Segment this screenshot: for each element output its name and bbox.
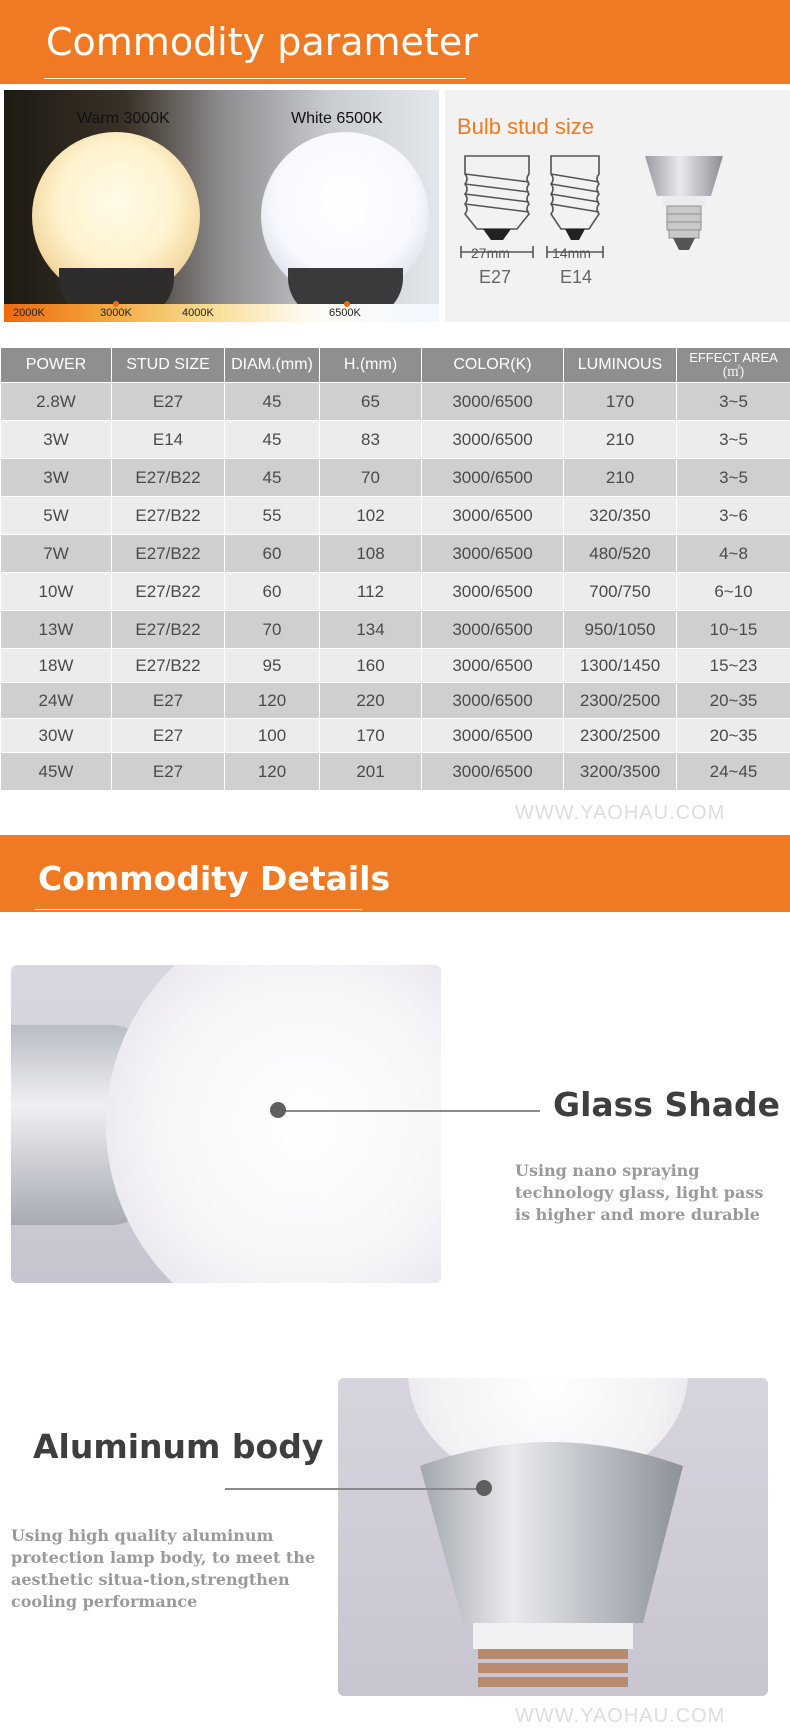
table-cell: 3000/6500 [422, 649, 564, 683]
table-cell: 70 [320, 459, 422, 497]
table-cell: 55 [225, 497, 320, 535]
table-cell: 160 [320, 649, 422, 683]
table-row [1, 573, 790, 611]
table-cell: 950/1050 [564, 611, 677, 649]
table-cell: 3000/6500 [422, 535, 564, 573]
table-cell: E27 [112, 683, 225, 719]
table-cell: 45W [1, 753, 112, 791]
table-cell: 100 [225, 719, 320, 753]
details-title-underline [35, 909, 362, 910]
table-row [1, 535, 790, 573]
table-cell: 70 [225, 611, 320, 649]
table-cell: 3W [1, 421, 112, 459]
table-cell: 220 [320, 683, 422, 719]
stud-size-title: Bulb stud size [457, 114, 594, 139]
glass-shade-pointer-dot [270, 1102, 286, 1118]
watermark-bottom: WWW.YAOHAU.COM [515, 1705, 726, 1727]
table-cell: 3000/6500 [422, 421, 564, 459]
column-header-height: H.(mm) [320, 348, 422, 383]
table-cell: 2.8W [1, 383, 112, 421]
table-row [1, 683, 790, 719]
table-cell: 83 [320, 421, 422, 459]
table-cell: 24~45 [677, 753, 790, 791]
column-header-power: POWER [1, 348, 112, 383]
parameter-title: Commodity parameter [46, 20, 478, 64]
column-header-diameter: DIAM.(mm) [225, 348, 320, 383]
table-cell: E27/B22 [112, 459, 225, 497]
table-cell: 1300/1450 [564, 649, 677, 683]
aluminum-body-pointer-line [225, 1488, 485, 1490]
stud-size-panel [445, 90, 790, 322]
scale-label: 6500K [329, 307, 361, 319]
table-row [1, 421, 790, 459]
table-row [1, 753, 790, 791]
aluminum-body-title: Aluminum body [33, 1427, 324, 1466]
table-cell: 170 [564, 383, 677, 421]
table-cell: 201 [320, 753, 422, 791]
table-cell: 18W [1, 649, 112, 683]
table-body [1, 383, 790, 791]
aluminum-body-pointer-dot [476, 1480, 492, 1496]
table-cell: 3W [1, 459, 112, 497]
e14-dimension: 14mm [552, 245, 591, 261]
e27-screw-diagram [457, 154, 537, 259]
table-cell: 3~5 [677, 421, 790, 459]
table-cell: 65 [320, 383, 422, 421]
table-cell: 120 [225, 683, 320, 719]
table-cell: 3000/6500 [422, 459, 564, 497]
details-title: Commodity Details [38, 859, 391, 898]
table-cell: 3000/6500 [422, 611, 564, 649]
table-cell: 3000/6500 [422, 573, 564, 611]
table-cell: 45 [225, 459, 320, 497]
table-cell: 3~5 [677, 383, 790, 421]
table-cell: 13W [1, 611, 112, 649]
table-cell: 45 [225, 421, 320, 459]
scale-label: 2000K [13, 307, 45, 319]
table-cell: 15~23 [677, 649, 790, 683]
table-cell: 5W [1, 497, 112, 535]
table-cell: 3000/6500 [422, 497, 564, 535]
white-caption: White 6500K [291, 110, 383, 127]
table-cell: 120 [225, 753, 320, 791]
table-cell: 30W [1, 719, 112, 753]
table-cell: 20~35 [677, 683, 790, 719]
aluminum-housing-image [338, 1378, 768, 1696]
table-cell: 3000/6500 [422, 719, 564, 753]
scale-label: 3000K [100, 307, 132, 319]
table-cell: E27 [112, 753, 225, 791]
table-cell: 3~6 [677, 497, 790, 535]
e27-label: E27 [479, 267, 512, 287]
table-cell: 20~35 [677, 719, 790, 753]
table-header-row [1, 348, 790, 383]
table-cell: E27 [112, 719, 225, 753]
bulb-base-product-image [641, 154, 727, 259]
table-cell: E27/B22 [112, 573, 225, 611]
table-cell: 480/520 [564, 535, 677, 573]
e14-screw-diagram [545, 154, 605, 259]
table-cell: 7W [1, 535, 112, 573]
table-row [1, 719, 790, 753]
table-cell: 700/750 [564, 573, 677, 611]
table-cell: 3~5 [677, 459, 790, 497]
table-cell: 45 [225, 383, 320, 421]
table-cell: E27 [112, 383, 225, 421]
table-cell: E27/B22 [112, 497, 225, 535]
table-cell: 60 [225, 535, 320, 573]
table-row [1, 459, 790, 497]
table-cell: 95 [225, 649, 320, 683]
table-cell: 134 [320, 611, 422, 649]
table-cell: E27/B22 [112, 611, 225, 649]
column-header-effect-area: EFFECT AREA (㎡) [677, 348, 790, 383]
table-cell: 10~15 [677, 611, 790, 649]
e27-dimension: 27mm [471, 245, 510, 261]
table-cell: E14 [112, 421, 225, 459]
table-cell: 60 [225, 573, 320, 611]
table-cell: E27/B22 [112, 535, 225, 573]
table-cell: 3000/6500 [422, 683, 564, 719]
glass-shade-pointer-line [280, 1110, 540, 1112]
aluminum-body-description: Using high quality aluminum protection lamp body, to meet the aesthetic situa-tion,strengthen cooling performance [11, 1526, 316, 1611]
scale-label: 4000K [182, 307, 214, 319]
column-header-luminous: LUMINOUS [564, 348, 677, 383]
watermark: WWW.YAOHAU.COM [515, 802, 726, 824]
table-cell: 210 [564, 459, 677, 497]
table-row [1, 611, 790, 649]
table-cell: 4~8 [677, 535, 790, 573]
table-row [1, 383, 790, 421]
table-cell: 24W [1, 683, 112, 719]
table-cell: 210 [564, 421, 677, 459]
column-header-stud-size: STUD SIZE [112, 348, 225, 383]
glass-shade-photo [11, 965, 441, 1283]
table-cell: 2300/2500 [564, 683, 677, 719]
warm-caption: Warm 3000K [77, 110, 170, 127]
table-cell: 6~10 [677, 573, 790, 611]
table-cell: 3200/3500 [564, 753, 677, 791]
aluminum-body-photo [338, 1378, 768, 1696]
parameter-title-underline [44, 78, 466, 79]
glass-shade-title: Glass Shade [553, 1085, 780, 1124]
temperature-scale [4, 304, 439, 322]
parameter-banner [0, 0, 790, 84]
spec-table [0, 347, 790, 791]
table-cell: E27/B22 [112, 649, 225, 683]
table-row [1, 497, 790, 535]
table-cell: 2300/2500 [564, 719, 677, 753]
e14-label: E14 [560, 267, 593, 287]
color-temperature-photo [4, 90, 439, 322]
table-cell: 3000/6500 [422, 383, 564, 421]
table-cell: 10W [1, 573, 112, 611]
table-cell: 170 [320, 719, 422, 753]
table-cell: 320/350 [564, 497, 677, 535]
bulb-glass-dome [106, 965, 441, 1283]
table-cell: 112 [320, 573, 422, 611]
table-cell: 102 [320, 497, 422, 535]
glass-shade-description: Using nano spraying technology glass, light pass is higher and more durable [515, 1161, 764, 1224]
column-header-color: COLOR(K) [422, 348, 564, 383]
table-row [1, 649, 790, 683]
table-cell: 3000/6500 [422, 753, 564, 791]
table-cell: 108 [320, 535, 422, 573]
details-banner [0, 835, 790, 912]
